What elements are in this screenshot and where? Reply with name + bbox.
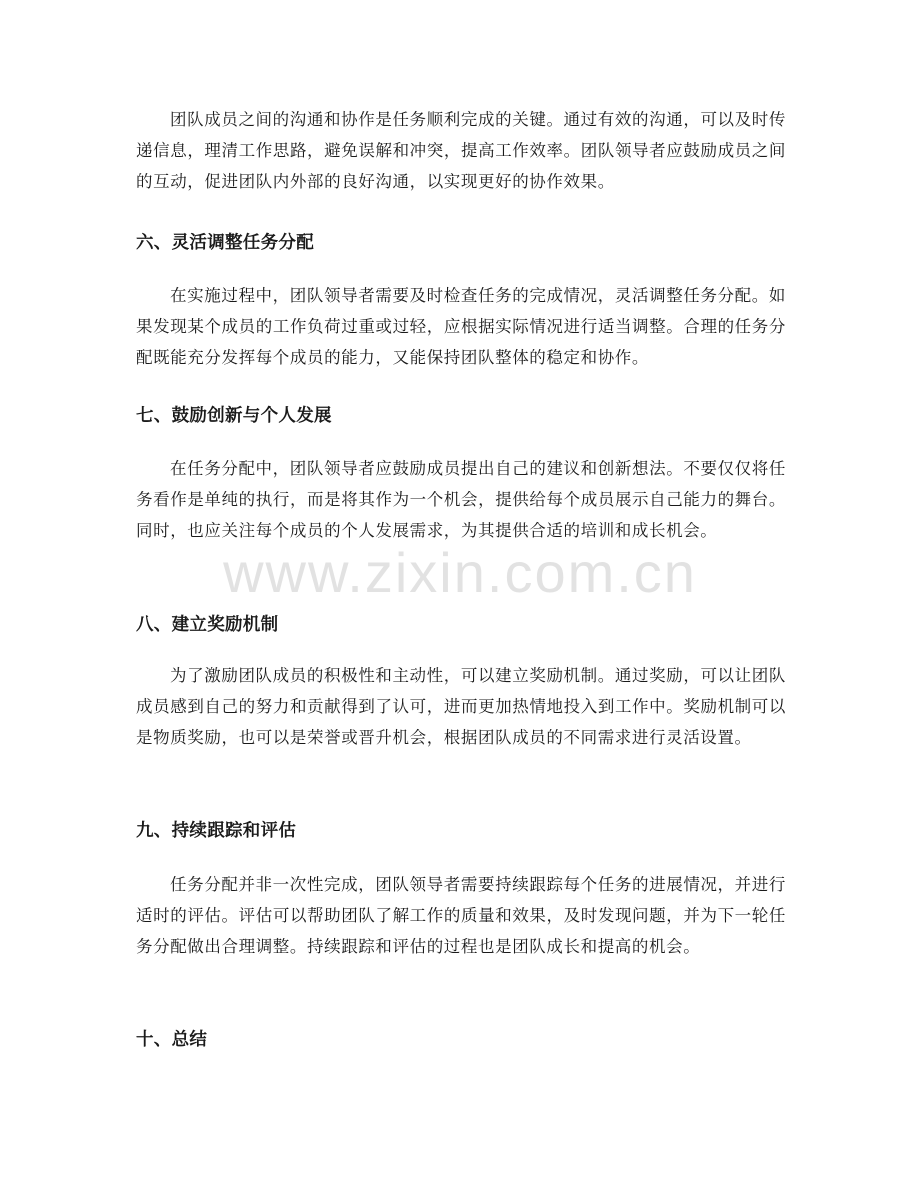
- section-heading-9: 九、持续跟踪和评估: [136, 821, 297, 841]
- section-heading-6: 六、灵活调整任务分配: [136, 233, 314, 253]
- section-body-6: 在实施过程中，团队领导者需要及时检查任务的完成情况，灵活调整任务分配。如果发现某个成员的工作负荷过重或过轻，应根据实际情况进行适当调整。合理的任务分配既能充分发挥每个成员的能力，又能保持团队整体的稳定和协作。: [136, 286, 786, 367]
- watermark: www.zixin.com.cn: [223, 541, 697, 604]
- section-heading-7: 七、鼓励创新与个人发展: [136, 406, 332, 426]
- section-heading-10: 十、总结: [136, 1030, 208, 1050]
- section-body-7: 在任务分配中，团队领导者应鼓励成员提出自己的建议和创新想法。不要仅仅将任务看作是单纯的执行，而是将其作为一个机会，提供给每个成员展示自己能力的舞台。同时，也应关注每个成员的个人发展需求，为其提供合适的培训和成长机会。: [136, 459, 786, 540]
- intro-paragraph: 团队成员之间的沟通和协作是任务顺利完成的关键。通过有效的沟通，可以及时传递信息，理清工作思路，避免误解和冲突，提高工作效率。团队领导者应鼓励成员之间的互动，促进团队内外部的良好沟通，以实现更好的协作效果。: [136, 110, 786, 191]
- section-body-8: 为了激励团队成员的积极性和主动性，可以建立奖励机制。通过奖励，可以让团队成员感到自己的努力和贡献得到了认可，进而更加热情地投入到工作中。奖励机制可以是物质奖励，也可以是荣誉或晋升机会，根据团队成员的不同需求进行灵活设置。: [136, 666, 786, 747]
- section-body-9: 任务分配并非一次性完成，团队领导者需要持续跟踪每个任务的进展情况，并进行适时的评估。评估可以帮助团队了解工作的质量和效果，及时发现问题，并为下一轮任务分配做出合理调整。持续跟踪和评估的过程也是团队成长和提高的机会。: [136, 875, 786, 956]
- section-heading-8: 八、建立奖励机制: [136, 615, 279, 635]
